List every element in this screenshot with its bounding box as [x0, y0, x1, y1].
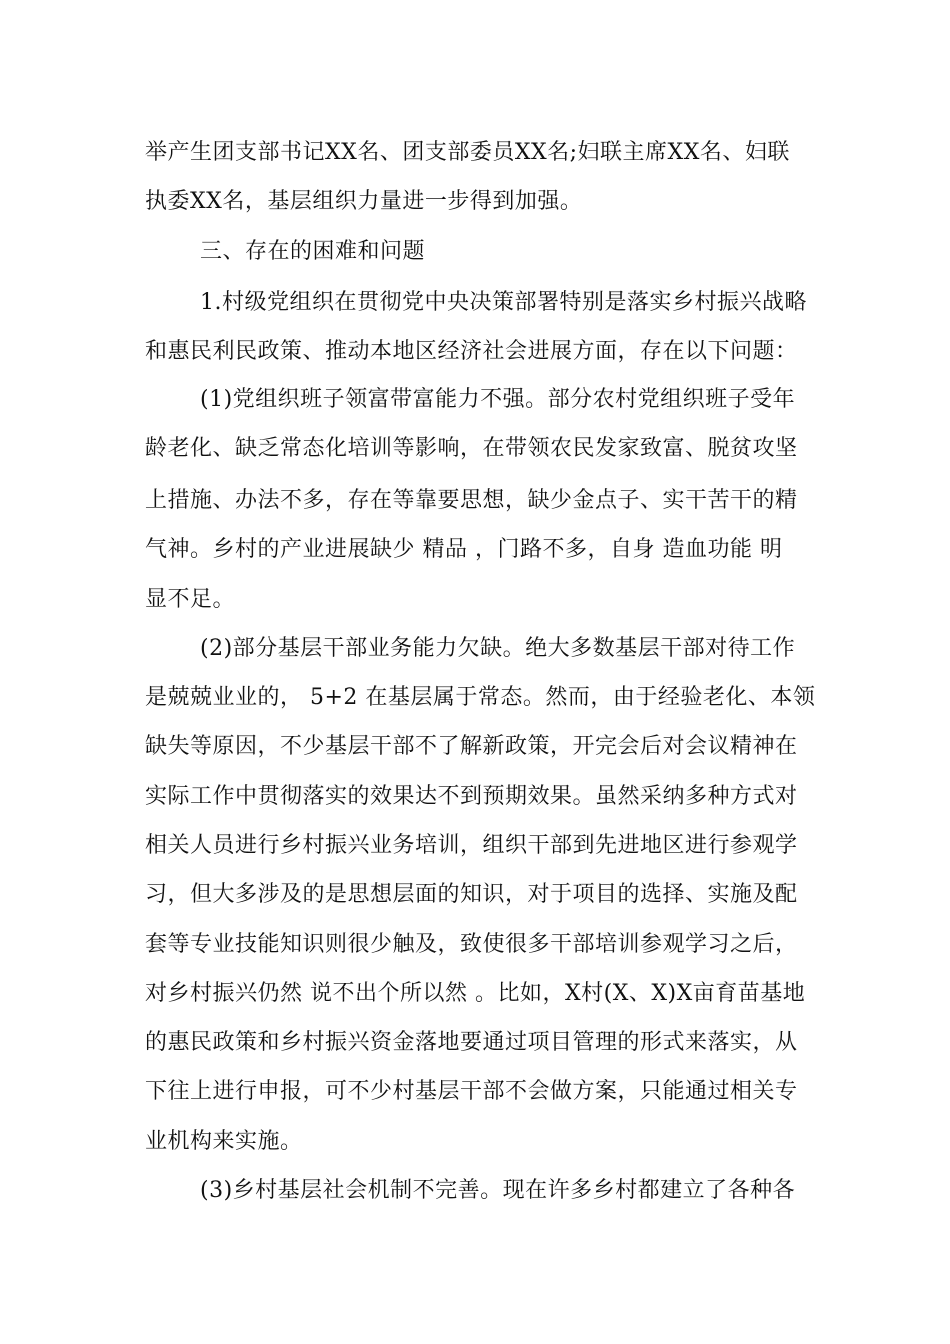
text-line: 是兢兢业业的， 5+2 在基层属于常态。然而，由于经验老化、本领 — [145, 685, 816, 710]
text-line: 业机构来实施。 — [145, 1129, 303, 1154]
text-line: 下往上进行申报，可不少村基层干部不会做方案，只能通过相关专 — [145, 1079, 798, 1104]
text-line: 执委XX名，基层组织力量进一步得到加强。 — [145, 189, 583, 214]
text-line: 上措施、办法不多，存在等靠要思想，缺少金点子、实干苦干的精 — [145, 488, 798, 513]
text-line: 相关人员进行乡村振兴业务培训，组织干部到先进地区进行参观学 — [145, 833, 798, 858]
text-line: 缺失等原因，不少基层干部不了解新政策，开完会后对会议精神在 — [145, 734, 798, 759]
text-line: 实际工作中贯彻落实的效果达不到预期效果。虽然采纳多种方式对 — [145, 784, 798, 809]
text-line: 显不足。 — [145, 587, 236, 612]
text-line: (3)乡村基层社会机制不完善。现在许多乡村都建立了各种各 — [200, 1178, 796, 1203]
text-line: 习，但大多涉及的是思想层面的知识，对于项目的选择、实施及配 — [145, 882, 798, 907]
text-line: (1)党组织班子领富带富能力不强。部分农村党组织班子受年 — [200, 387, 796, 412]
section-heading: 三、存在的困难和问题 — [200, 239, 426, 264]
text-line: 和惠民利民政策、推动本地区经济社会进展方面，存在以下问题： — [145, 339, 798, 364]
text-line: 的惠民政策和乡村振兴资金落地要通过项目管理的形式来落实，从 — [145, 1030, 798, 1055]
text-line: 龄老化、缺乏常态化培训等影响，在带领农民发家致富、脱贫攻坚 — [145, 436, 798, 461]
text-line: 对乡村振兴仍然 说不出个所以然 。比如，X村(X、X)X亩育苗基地 — [145, 981, 806, 1006]
text-line: 气神。乡村的产业进展缺少 精品 ，门路不多，自身 造血功能 明 — [145, 537, 783, 562]
text-line: 1.村级党组织在贯彻党中央决策部署特别是落实乡村振兴战略 — [200, 290, 807, 315]
text-line: (2)部分基层干部业务能力欠缺。绝大多数基层干部对待工作 — [200, 636, 796, 661]
text-line: 举产生团支部书记XX名、团支部委员XX名;妇联主席XX名、妇联 — [145, 140, 790, 165]
text-line: 套等专业技能知识则很少触及，致使很多干部培训参观学习之后， — [145, 932, 798, 957]
